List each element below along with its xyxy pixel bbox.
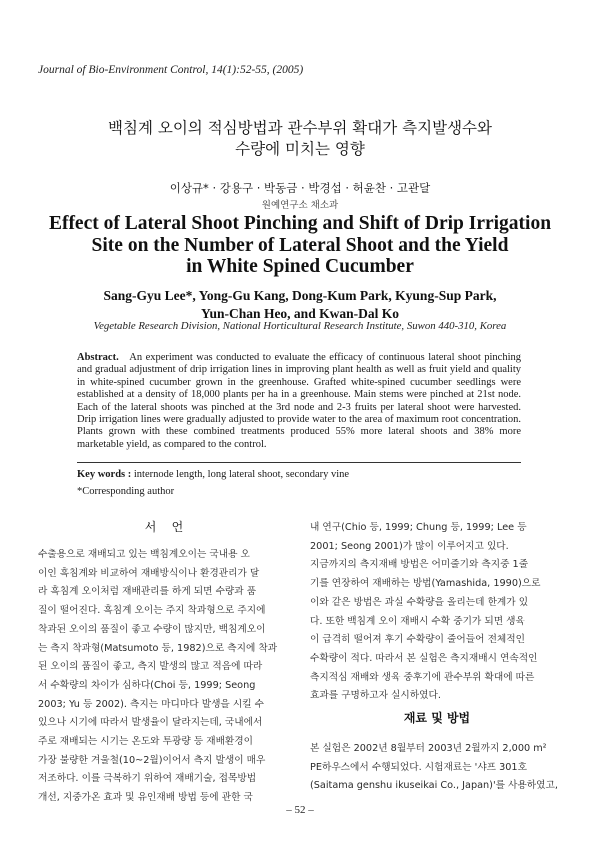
body-line: 다. 또한 백침계 오이 재배시 수확 중기가 되면 생육: [310, 615, 525, 627]
keywords-text: internode length, long lateral shoot, secondary vine: [133, 469, 350, 480]
body-line: 수출용으로 재배되고 있는 백침계오이는 국내용 오: [38, 549, 250, 560]
body-line: 측지적심 재배와 생육 중후기에 관수부위 확대에 따른: [310, 671, 535, 683]
body-line: 이인 흑침계와 비교하여 재배방식이나 환경관리가 달: [38, 567, 260, 579]
korean-authors: 이상규* · 강용구 · 박동금 · 박경섭 · 허윤찬 · 고관달: [169, 181, 431, 195]
body-line: 이와 같은 방법은 과실 수확량을 올리는데 한계가 있: [310, 596, 529, 608]
korean-title-line: 수량에 미치는 영향: [235, 140, 365, 158]
body-line: 개선, 지중가온 효과 및 유인재배 방법 등에 관한 국: [38, 792, 253, 804]
abstract-label: Abstract.: [77, 352, 119, 363]
body-line: 내 연구(Chio 등, 1999; Chung 등, 1999; Lee 등: [310, 522, 527, 533]
body-line: 된 오이의 품질이 좋고, 측지 발생의 많고 적음에 따라: [38, 661, 263, 673]
right-column-methods-body: [310, 740, 564, 796]
body-line: 2003; Yu 등 2002). 측지는 마디마다 발생을 시킬 수: [38, 698, 265, 710]
english-authors-line: Yun-Chan Heo, and Kwan-Dal Ko: [201, 305, 399, 321]
english-affiliation: Vegetable Research Division, National Horticultural Research Institute, Suwon 440-310, Korea: [93, 320, 507, 332]
body-line: 지금까지의 측지재배 방법은 어미줄기와 측지중 1줄: [310, 559, 529, 571]
introduction-heading: 서 언: [144, 520, 184, 534]
body-line: (Saitama genshu ikuseikai Co., Japan)'를 사용하였고,: [310, 780, 558, 792]
journal-citation: Journal of Bio-Environment Control, 14(1):52-55, (2005): [38, 64, 304, 76]
keywords: [77, 469, 349, 480]
abstract: [77, 352, 521, 451]
body-line: 기를 연장하여 재배하는 방법(Yamashida, 1990)으로: [310, 578, 541, 590]
abstract-text: An experiment was conducted to evaluate the efficacy of continuous lateral shoot pinching and gradual adjustment of drip irrigation lines in improving plant health as well as fruit yield and quality in white-spined cucumber grown in the greenhouse. Grafted white-spined cucumber seedlings were established at a density of 18,000 plants per ha in a greenhouse. Main stems were pinched at 21st node. Each of the lateral shoots was pinched at the 3rd node and 2-3 fruits per lateral shoot were harvested. Drip irrigation lines were gradually adjusted to provide water to the area of maximum root concentration. Plants grown with these combined treatments produced 55% more lateral shoots and 38% more marketable yield, as compared to the control.: [77, 352, 522, 450]
corresponding-author-note: *Corresponding author: [77, 486, 175, 497]
body-line: 서 수확량의 차이가 심하다(Choi 등, 1999; Seong: [38, 679, 256, 691]
body-line: 가장 불량한 겨울철(10~2월)이어서 측지 발생이 매우: [38, 754, 266, 766]
english-title-line: Effect of Lateral Shoot Pinching and Shift of Drip Irrigation: [48, 213, 552, 234]
right-column-body: [310, 519, 564, 706]
english-authors: [0, 287, 600, 322]
english-title-line: in White Spined Cucumber: [186, 256, 414, 277]
body-line: 2001; Seong 2001)가 많이 이루어지고 있다.: [310, 540, 509, 552]
body-line: 는 측지 착과형(Matsumoto 등, 1982)으로 측지에 착과: [38, 642, 278, 654]
page-number: – 52 –: [286, 804, 314, 816]
english-title: [0, 213, 600, 278]
body-line: 효과를 구명하고자 실시하였다.: [310, 690, 441, 702]
body-line: 질이 떨어진다. 흑침계 오이는 주지 착과형으로 주지에: [38, 605, 266, 617]
keywords-label: Key words :: [77, 469, 132, 480]
body-line: 주로 재배되는 시기는 온도와 투광량 등 재배환경이: [38, 736, 253, 748]
body-line: 본 실험은 2002년 8월부터 2003년 2월까지 2,000 m²: [310, 743, 547, 754]
left-column-body: [38, 546, 290, 808]
english-title-line: Site on the Number of Lateral Shoot and the Yield: [91, 234, 509, 256]
body-line: 이 급격히 떨어져 후기 수확량이 줄어들어 전체적인: [310, 634, 525, 646]
korean-title: [0, 118, 600, 160]
abstract-divider: [77, 462, 521, 463]
body-line: 있으나 시기에 따라서 발생율이 달라지는데, 국내에서: [38, 717, 263, 729]
english-authors-line: Sang-Gyu Lee*, Yong-Gu Kang, Dong-Kum Park, Kyung-Sup Park,: [103, 288, 497, 303]
body-line: 저조하다. 이를 극복하기 위하여 재배기술, 접목방법: [38, 773, 257, 785]
body-line: 수확량이 적다. 따라서 본 실험은 측지재배시 연속적인: [310, 652, 538, 664]
body-line: 라 흑침계 오이처럼 재배관리를 하게 되면 수량과 품: [38, 586, 257, 598]
body-line: PE하우스에서 수행되었다. 시험재료는 '샤프 301호: [310, 761, 527, 773]
korean-affiliation: 원예연구소 채소과: [261, 200, 339, 211]
methods-heading: 재료 및 방법: [403, 711, 471, 725]
korean-title-line: 백침계 오이의 적심방법과 관수부위 확대가 측지발생수와: [108, 119, 492, 137]
body-line: 착과된 오이의 품질이 좋고 수량이 많지만, 백침계오이: [38, 623, 266, 635]
